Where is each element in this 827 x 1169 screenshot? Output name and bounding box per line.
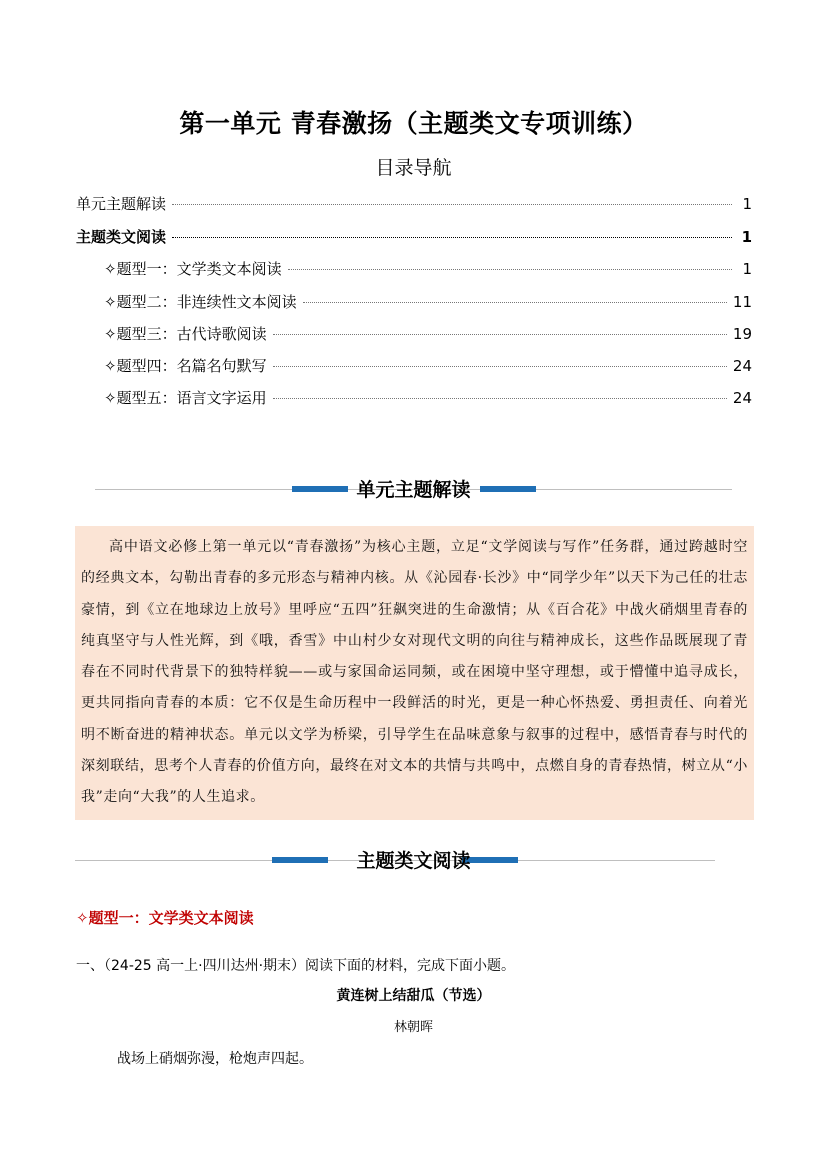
toc-entry-type-5[interactable] — [104, 387, 752, 409]
toc-entry-page: 19 — [732, 325, 752, 343]
theme-intro-text: 高中语文必修上第一单元以“青春激扬”为核心主题，立足“文学阅读与写作”任务群，通过跨越时空的经典文本，勾勒出青春的多元形态与精神内核。从《沁园春·长沙》中“同学少年”以天下为己任的壮志豪情，到《立在地球边上放号》里呼应“五四”狂飙突进的生命激情；从《百合花》中战火硝烟里青春的纯真坚守与人性光辉，到《哦，香雪》中山村少女对现代文明的向往与精神成长，这些作品既展现了青春在不同时代背景下的独特样貌——或与家国命运同频，或在困境中坚守理想，或于懵懂中追寻成长，更共同指向青春的本质：它不仅是生命历程中一段鲜活的时光，更是一种心怀热爱、勇担责任、向着光明不断奋进的精神状态。单元以文学为桥梁，引导学生在品味意象与叙事的过程中，感悟青春与时代的深刻联结，思考个人青春的价值方向，最终在对文本的共情与共鸣中，点燃自身的青春热情，树立从“小我”走向“大我”的人生追求。 — [81, 539, 748, 806]
toc-entry-label: ✧题型五：语言文字运用 — [104, 389, 267, 407]
toc-leader-dots — [273, 366, 727, 367]
toc-entry-page: 1 — [742, 260, 752, 278]
toc-entry-page: 24 — [732, 389, 752, 407]
toc-leader-dots — [172, 237, 732, 238]
toc-entry-reading[interactable] — [76, 226, 752, 248]
toc-entry-page: 1 — [741, 228, 752, 246]
article-first-line: 战场上硝烟弥漫，枪炮声四起。 — [117, 1051, 313, 1067]
toc-entry-page: 1 — [742, 195, 752, 213]
article-title: 黄连树上结甜瓜（节选） — [336, 988, 491, 1004]
toc-entry-type-3[interactable] — [104, 323, 752, 345]
section-heading-reading — [0, 846, 827, 876]
toc-entry-type-1[interactable] — [104, 258, 752, 280]
section-heading-text: 主题类文阅读 — [356, 850, 471, 872]
theme-intro-box — [75, 526, 754, 820]
toc-leader-dots — [273, 398, 727, 399]
toc-leader-dots — [273, 334, 727, 335]
toc-leader-dots — [303, 302, 727, 303]
document-title: 第一单元 青春激扬（主题类文专项训练） — [179, 109, 648, 138]
toc-entry-label: ✧题型一：文学类文本阅读 — [104, 260, 282, 278]
toc-entry-label: ✧题型三：古代诗歌阅读 — [104, 325, 267, 343]
section-heading-theme — [0, 475, 827, 505]
toc-entry-type-4[interactable] — [104, 355, 752, 377]
toc-entry-label: ✧题型二：非连续性文本阅读 — [104, 293, 297, 311]
toc-entry-type-2[interactable] — [104, 291, 752, 313]
toc-entry-label: 主题类文阅读 — [76, 228, 167, 246]
toc-entry-label: 单元主题解读 — [76, 195, 167, 213]
section-heading-text: 单元主题解读 — [356, 479, 471, 501]
toc-entry-theme[interactable] — [76, 193, 752, 215]
question-prompt: 一、（24-25 高一上·四川达州·期末）阅读下面的材料，完成下面小题。 — [76, 958, 516, 974]
article-author: 林朝晖 — [393, 1020, 433, 1035]
toc-entry-label: ✧题型四：名篇名句默写 — [104, 357, 267, 375]
toc-entry-page: 24 — [732, 357, 752, 375]
toc-entry-page: 11 — [732, 293, 752, 311]
toc-leader-dots — [288, 269, 732, 270]
toc-leader-dots — [172, 204, 732, 205]
toc-heading: 目录导航 — [375, 157, 452, 179]
question-type-heading: ✧题型一：文学类文本阅读 — [76, 909, 254, 927]
